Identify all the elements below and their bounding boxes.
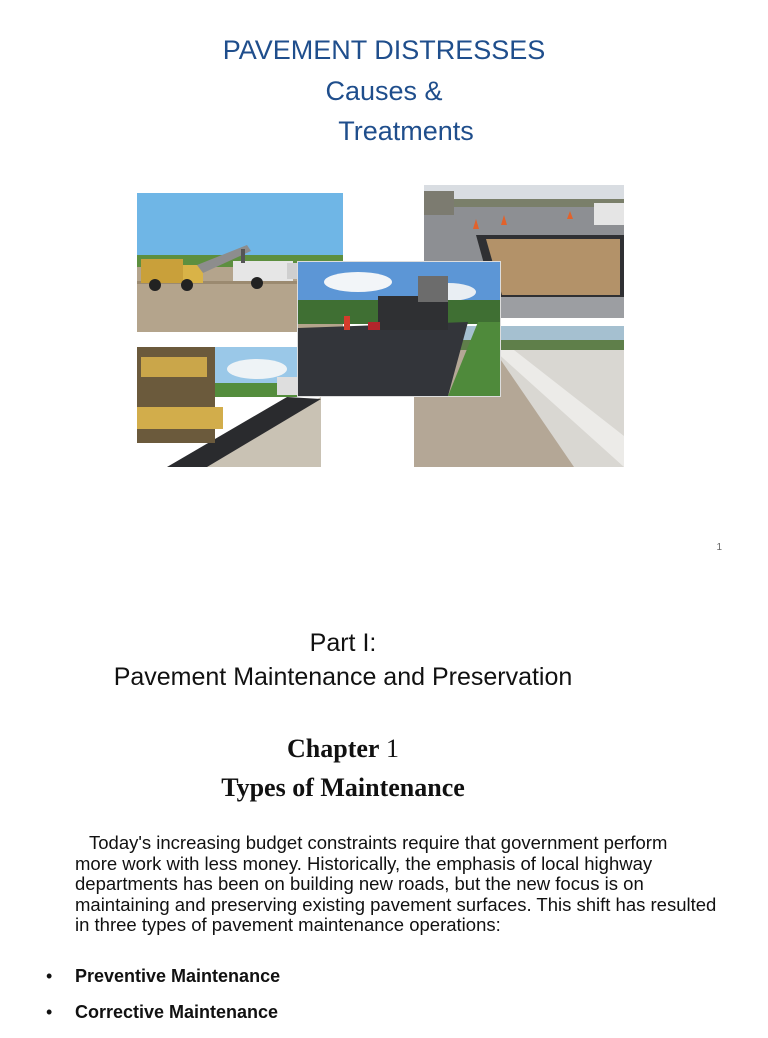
list-item [46,966,726,1002]
list-item [46,1002,726,1038]
slide-2 [0,568,768,1024]
list-item-label: Preventive Maintenance [75,966,281,986]
chapter-heading [0,734,686,764]
photo-paver [137,347,321,467]
title-line-3: Treatments [338,116,474,146]
chapter-title: Types of Maintenance [221,773,465,802]
bullet-dot: • [46,966,53,986]
page-number: 1 [716,542,722,553]
part-subtitle: Pavement Maintenance and Preservation [113,663,573,691]
paragraph-rest: more work with less money. Historically, the emphasis of local highway departments has been on building new roads, but the new focus is on maintaining and preserving existing pavement surfaces. This shift has resulted in three types of pavement maintenance operations: [75,852,717,935]
photo-fresh-asphalt [298,262,500,396]
intro-paragraph [75,833,725,936]
list-item-label: Corrective Maintenance [75,1002,279,1022]
bullet-dot: • [46,1002,53,1022]
title-line-2: Causes & [325,76,443,106]
part-label: Part I: [309,629,377,657]
maintenance-types-list [46,966,726,1038]
chapter-word: Chapter [287,734,380,763]
title-line-1: PAVEMENT DISTRESSES [222,35,546,65]
chapter-number: 1 [385,734,399,763]
paragraph-first-line: Today's increasing budget constraints require that government perform [89,832,668,853]
